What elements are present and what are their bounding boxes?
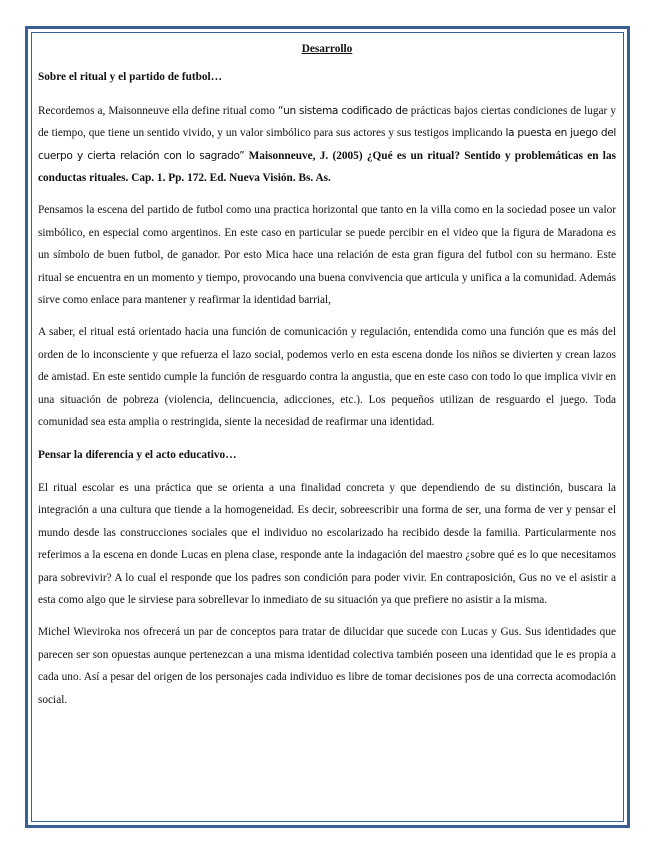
document-title: Desarrollo: [301, 43, 353, 55]
quote-fragment: la puesta en juego del cuerpo y cierta relación con lo sagrado”: [38, 127, 617, 162]
section-heading-diferencia: Pensar la diferencia y el acto educativo…: [38, 448, 237, 461]
paragraph-text: Recordemos a, Maisonneuve ella define ritual como: [38, 104, 278, 117]
paragraph-maisonneuve: [38, 100, 616, 190]
section-heading-ritual: Sobre el ritual y el partido de futbol…: [38, 71, 222, 84]
quote-fragment: “un sistema codificado de: [277, 104, 408, 117]
document-body: [38, 38, 616, 721]
paragraph-ritual-escolar: El ritual escolar es una práctica que se orienta a una finalidad concreta y que dependiendo de su distinción, buscara la integración a una cultura que tiende a la homogeneidad. Es decir, sobreescribir una forma de ser, una forma de ver y pensar el mundo desde las construcciones sociales que el individuo no escolarizado ha recibido desde la familia. Particularmente nos referimos a la escena en donde Lucas en plena clase, responde ante la indagación del maestro ¿sobre qué es lo que necesitamos para sobrevivir? A lo cual el responde que los padres son condición para poder vivir. En contraposición, Gus no ve el asistir a esta como algo que le sirviese para sobrellevar lo inmediato de su situación ya que prefiere no asistir a la misma.: [38, 481, 616, 606]
paragraph-funcion-ritual: A saber, el ritual está orientado hacia una función de comunicación y regulación, entendida como una función que es más del orden de lo inconsciente y que refuerza el lazo social, podemos verlo en esta escena donde los niños se divierten y crean lazos de amistad. En este sentido cumple la función de resguardo contra la angustia, que en este caso con todo lo que implica vivir en una situación de pobreza (violencia, delincuencia, adicciones, etc.). Los pequeños utilizan de resguardo el juego. Toda comunidad sea esta amplia o restringida, siente la necesidad de reafirmar una identidad.: [38, 326, 616, 429]
paragraph-partido: Pensamos la escena del partido de futbol como una practica horizontal que tanto en la villa como en la sociedad posee un valor simbólico, en especial como argentinos. En este caso en particular se puede percibir en el video que la figura de Maradona es un símbolo de buen futbol, de ganador. Por esto Mica hace una relación de esta gran figura del futbol con su hermano. Este ritual se encuentra en un momento y tiempo, provocando una buena convivencia que articula y unifica a la comunidad. Además sirve como enlace para mantener y reafirmar la identidad barrial,: [38, 204, 616, 307]
citation: Maisonneuve, J. (2005) ¿Qué es un ritual? Sentido y problemáticas en las conductas rituales. Cap. 1. Pp. 172. Ed. Nueva Visión. Bs. As.: [38, 149, 616, 185]
paragraph-text: prácticas bajos ciertas condiciones de lugar y de tiempo, que tiene un sentido vivido, y un valor simbólico para sus actores y sus testigos implicando: [38, 104, 616, 140]
paragraph-wieviorka: Michel Wieviroka nos ofrecerá un par de conceptos para tratar de dilucidar que sucede con Lucas y Gus. Sus identidades que parecen ser son opuestas aunque pertenezcan a una misma identidad colectiva también poseen una identidad que le es propia a cada uno. Así a pesar del origen de los personajes cada individuo es libre de tomar decisiones pos de una correcta acomodación social.: [38, 626, 616, 706]
